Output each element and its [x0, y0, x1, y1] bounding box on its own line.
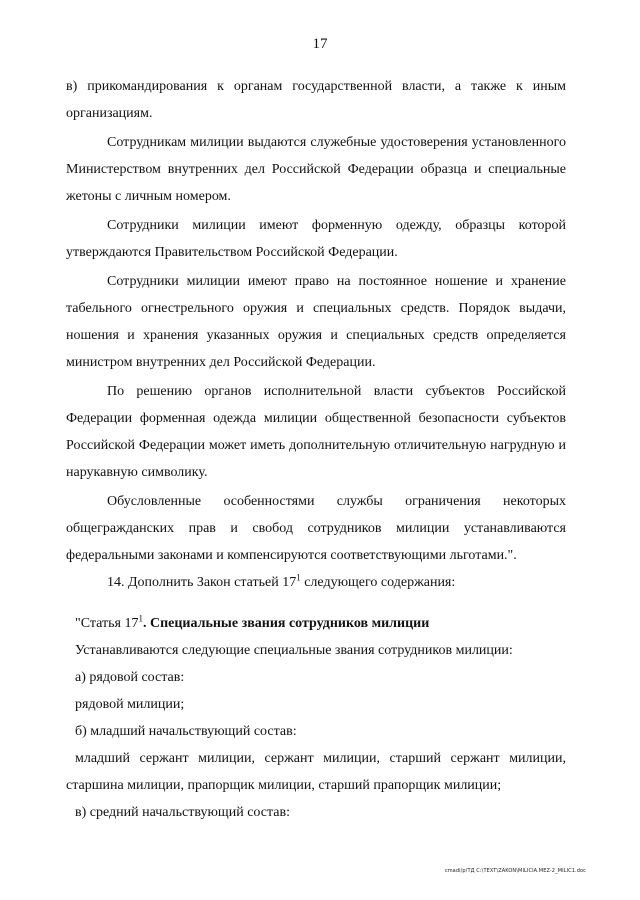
file-path-footer: cmadi/p/ТД C:\TEXT\ZAKON\MILICIA.MEZ-2_MILIC1.doc [444, 868, 586, 874]
rank-list-b: младший сержант милиции, сержант милиции, старший сержант милиции, старшина милиции, прапорщик милиции, старший прапорщик милиции; [66, 751, 566, 793]
amendment-line [66, 569, 566, 596]
document-body [66, 73, 566, 826]
article-superscript: 1 [138, 613, 143, 624]
amendment-text-end: следующего содержания: [300, 575, 456, 590]
amendment-superscript: 1 [296, 572, 301, 583]
article-heading [66, 610, 566, 637]
paragraph-certificates: Сотрудникам милиции выдаются служебные удостоверения установленного Министерством внутренних дел Российской Федерации образца и специальные жетоны с личным номером. [66, 135, 566, 204]
amendment-text: 14. Дополнить Закон статьей 17 [107, 575, 297, 590]
ranks-intro: Устанавливаются следующие специальные звания сотрудников милиции: [75, 643, 513, 658]
article-prefix: "Статья 17 [75, 616, 139, 631]
paragraph-continuation: в) прикомандирования к органам государственной власти, а также к иным организациям. [66, 79, 566, 121]
rank-group-b: б) младший начальствующий состав: [75, 724, 297, 739]
article-title: . Специальные звания сотрудников милиции [142, 616, 430, 631]
rank-list-a: рядовой милиции; [75, 697, 185, 712]
rank-group-a: а) рядовой состав: [75, 670, 185, 685]
page-number: 17 [312, 36, 328, 52]
paragraph-restrictions: Обусловленные особенностями службы ограничения некоторых общегражданских прав и свобод сотрудников милиции устанавливаются федеральными законами и компенсируются соответствующими льготами.". [66, 494, 566, 563]
paragraph-symbols: По решению органов исполнительной власти субъектов Российской Федерации форменная одежда милиции общественной безопасности субъектов Российской Федерации может иметь дополнительную отличительную нагрудную и нарукавную символику. [66, 384, 566, 480]
paragraph-uniform: Сотрудники милиции имеют форменную одежду, образцы которой утверждаются Правительством Российской Федерации. [66, 218, 566, 260]
rank-group-c: в) средний начальствующий состав: [75, 805, 290, 820]
paragraph-weapons: Сотрудники милиции имеют право на постоянное ношение и хранение табельного огнестрельного оружия и специальных средств. Порядок выдачи, ношения и хранения указанных оружия и специальных средств определяется министром внутренних дел Российской Федерации. [66, 274, 566, 370]
